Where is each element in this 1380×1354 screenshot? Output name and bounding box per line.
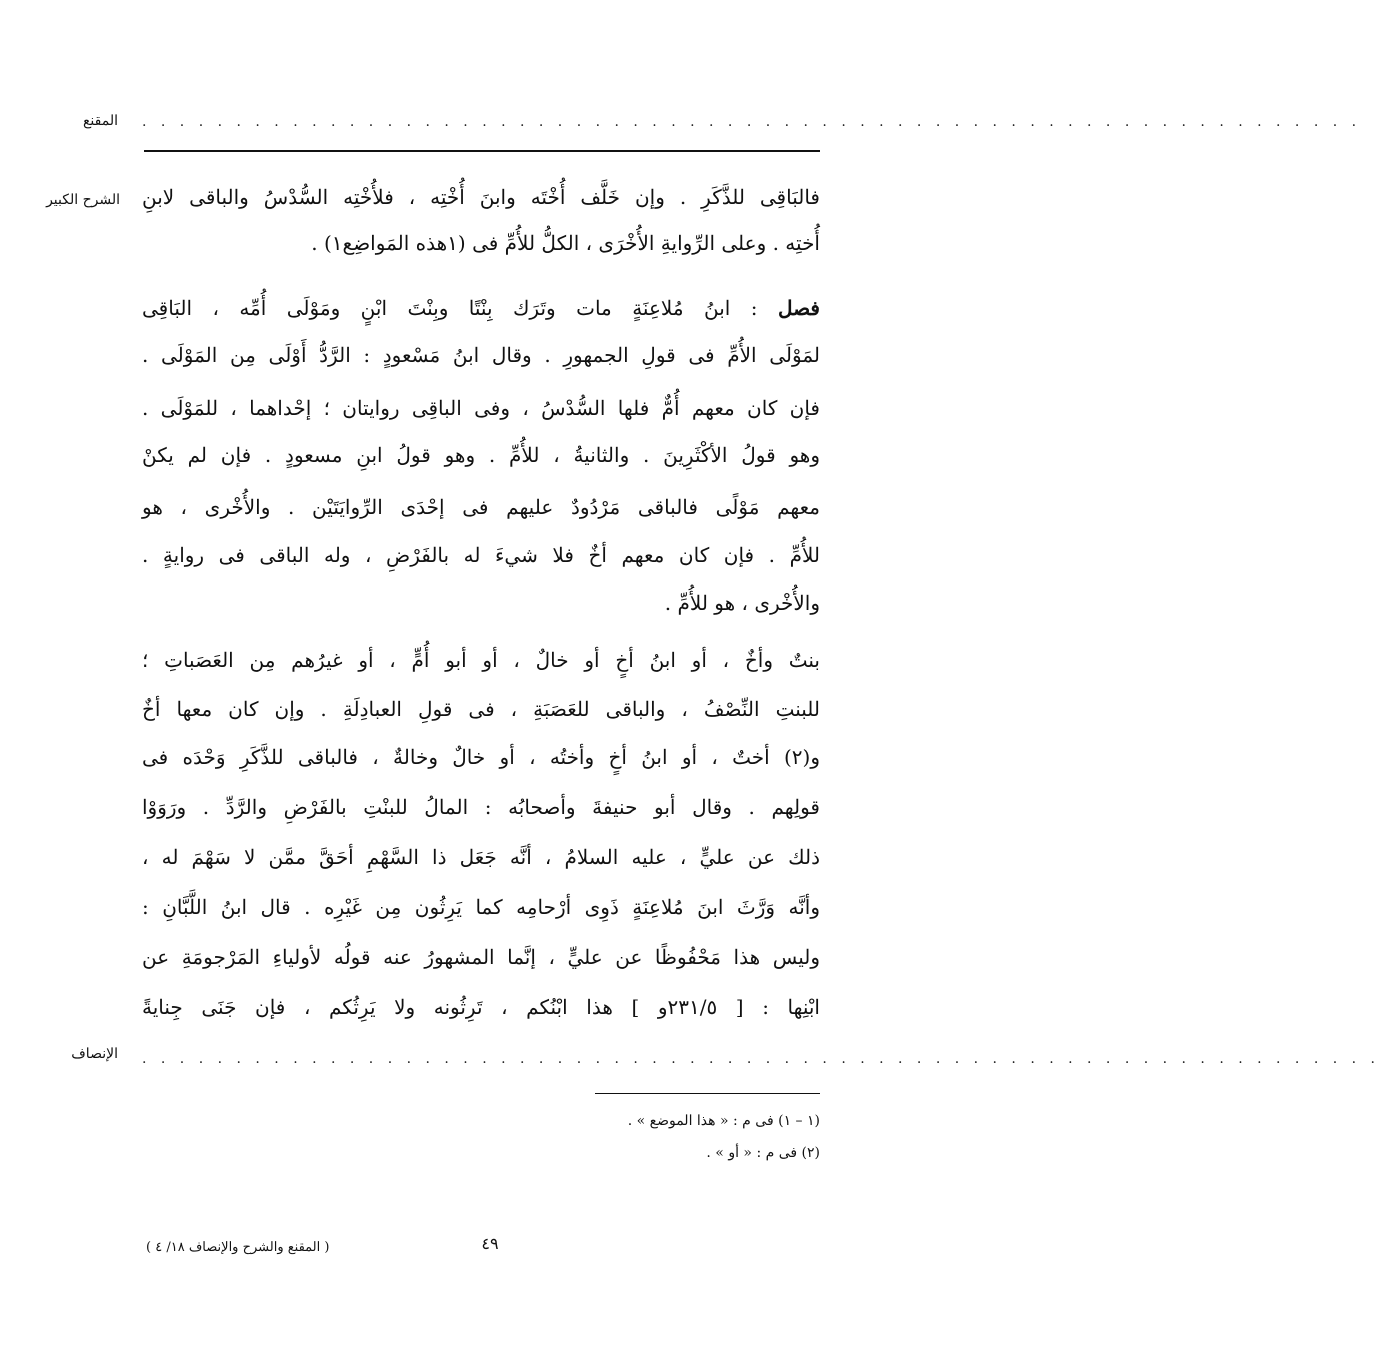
body-line: لمَوْلَى الأُمِّ فى قولِ الجمهورِ . وقال ابنُ مَسْعودٍ : الرَّدُّ أَوْلَى مِن المَوْلَى . bbox=[142, 343, 820, 367]
header-rule bbox=[144, 150, 820, 152]
body-line: وأنَّه وَرَّثَ ابنَ مُلاعِنَةٍ ذَوِى أرْحامِه كما يَرِثُون مِن غَيْرِه . قال ابنُ اللَّبَّانِ : bbox=[142, 895, 820, 919]
body-line-text: : ابنُ مُلاعِنَةٍ مات وتَرَك بِنْتًا وبِنْتَ ابْنٍ ومَوْلَى أُمِّه ، البَاقِى bbox=[142, 296, 758, 320]
running-footer: ( المقنع والشرح والإنصاف ١٨/ ٤ ) bbox=[146, 1240, 330, 1255]
body-line: ابْنِها : [ ٢٣١/٥و ] هذا ابْنُكم ، تَرِثُونه ولا يَرِثُكم ، فإن جَنَى جِنايةً bbox=[142, 995, 820, 1019]
insaf-dotted-line: . . . . . . . . . . . . . . . . . . . . . . . . . . . . . . . . . . . . . . . . . . . . . . . . . . . . . . . . . . . . . . . . . . bbox=[142, 1051, 1380, 1067]
book-label-muqni: المقنع bbox=[82, 113, 118, 129]
body-line: أُختِه . وعلى الرِّوايةِ الأُخْرَى ، الكلُّ للأُمِّ فى (١هذه المَواضِع١) . bbox=[311, 231, 820, 255]
body-line: فالبَاقِى للذَّكَرِ . وإن خَلَّف أُخْتَه وابنَ أُخْتِه ، فلأُخْتِه السُّدْسُ والباقى لابنِ bbox=[142, 185, 820, 209]
footnote: (٢) فى م : « أو » . bbox=[706, 1145, 820, 1161]
body-line bbox=[142, 293, 820, 323]
section-label-sharh-kabir: الشرح الكبير bbox=[46, 192, 120, 208]
body-line: للبنتِ النِّصْفُ ، والباقى للعَصَبَةِ ، فى قولِ العبادِلَةِ . وإن كان معها أخٌ bbox=[142, 697, 820, 721]
body-line: وهو قولُ الأكْثَرِينَ . والثانيةُ ، للأُمِّ . وهو قولُ ابنِ مسعودٍ . فإن لم يكنْ bbox=[142, 443, 820, 467]
footnote-rule bbox=[595, 1093, 820, 1094]
section-label-insaf: الإنصاف bbox=[71, 1046, 118, 1062]
body-line: قولِهم . وقال أبو حنيفةَ وأصحابُه : المالُ للبنْتِ بالفَرْضِ والرَّدِّ . ورَوَوْا bbox=[142, 795, 820, 819]
body-line: و(٢) أختٌ ، أو ابنُ أخٍ وأختُه ، أو خالٌ وخالةٌ ، فالباقى للذَّكَرِ وَحْدَه فى bbox=[142, 745, 820, 769]
section-heading-fasl: فصل bbox=[777, 296, 820, 320]
body-line: والأُخْرى ، هو للأُمِّ . bbox=[664, 591, 820, 615]
body-line: للأُمِّ . فإن كان معهم أخٌ فلا شيءَ له بالفَرْضِ ، وله الباقى فى روايةٍ . bbox=[142, 543, 820, 567]
page-number: ٤٩ bbox=[481, 1234, 499, 1253]
header-dotted-line: . . . . . . . . . . . . . . . . . . . . . . . . . . . . . . . . . . . . . . . . . . . . . . . . . . . . . . . . . . . . . . . . . bbox=[142, 114, 1362, 130]
body-line: معهم مَوْلًى فالباقى مَرْدُودٌ عليهم فى إحْدَى الرِّوايَتَيْن . والأُخْرى ، هو bbox=[142, 495, 820, 519]
body-line: وليس هذا مَحْفُوظًا عن عليٍّ ، إنَّما المشهورُ عنه قولُه لأولياءِ المَرْجومَةِ عن bbox=[142, 945, 820, 969]
body-line: ذلك عن عليٍّ ، عليه السلامُ ، أنَّه جَعَل ذا السَّهْمِ أحَقَّ ممَّن لا سَهْمَ له ، bbox=[142, 845, 820, 869]
body-line: بنتٌ وأخٌ ، أو ابنُ أخٍ أو خالٌ ، أو أبو أُمٍّ ، أو غيرُهم مِن العَصَباتِ ؛ bbox=[142, 648, 820, 672]
footnote: (١ – ١) فى م : « هذا الموضع » . bbox=[627, 1113, 820, 1129]
body-line: فإن كان معهم أُمٌّ فلها السُّدْسُ ، وفى الباقِى روايتان ؛ إحْداهما ، للمَوْلَى . bbox=[142, 396, 820, 420]
